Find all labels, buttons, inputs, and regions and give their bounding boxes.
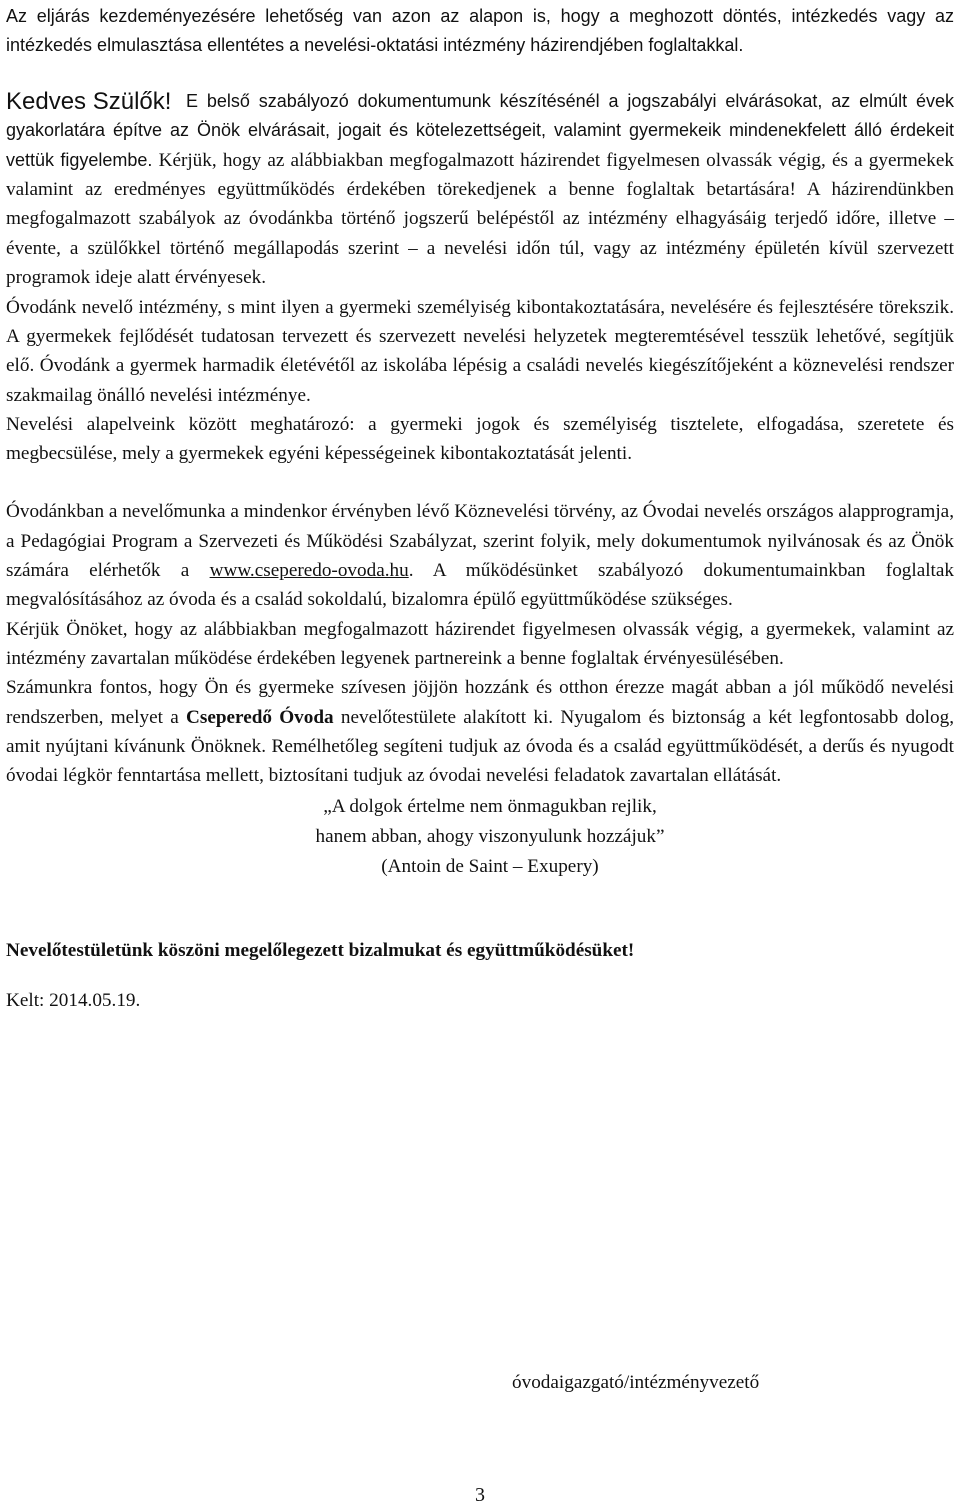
website-link[interactable]: www.cseperedo-ovoda.hu	[209, 560, 409, 582]
paragraph-principles: Nevelési alapelveink között meghatározó: a gyermeki jogok és személyiség tisztelete, elfogadása, szeretete és megbecsülése, mely a gyermekek egyéni képességeinek kibontakoztatását jelenti.	[6, 413, 954, 465]
spacer	[6, 468, 954, 497]
quote-block	[6, 792, 954, 881]
paragraph-welcome-text: Számunkra fontos, hogy Ön és gyermeke szívesen jöjjön hozzánk és otthon érezze magát abban a jól működő nevelési rendszerben, melyet a	[6, 677, 954, 728]
closing-statement: Nevelőtestületünk köszöni megelőlegezett bizalmukat és együttműködésüket!	[6, 940, 635, 962]
paragraph-internal-rules-serif: Kérjük, hogy az alábbiakban megfogalmazott házirendet figyelmesen olvassák végig, és a gyermekek valamint az eredményes együttműködés érdekében törekedjenek a benne foglaltak betartására! A házirendünkben megfogalmazott szabályok az óvodánkba történő jogszerű belépéstől az intézmény elhagyásáig terjedő időre, illetve – évente, a szülőkkel történő megállapodás szerint – a nevelési időn túl, vagy az intézmény épületén kívül szervezett programok ideje alatt érvényesek.	[6, 149, 954, 289]
intro-paragraph: Az eljárás kezdeményezésére lehetőség van azon az alapon is, hogy a meghozott döntés, intézkedés vagy az intézkedés elmulasztása ellentétes a nevelési-oktatási intézmény házirendjében foglaltakkal.	[6, 6, 954, 56]
paragraph-internal-rules-sans: E belső szabályozó dokumentumunk készítésénél a jogszabályi elvárásokat, az elmúlt évek gyakorlatára építve az Önök elvárásait, jogait és kötelezettségeit, valamint gyermekeik mindenekfelett álló érdekeit vettük figyelembe.	[6, 90, 954, 170]
quote-author: (Antoin de Saint – Exupery)	[381, 855, 599, 877]
kindergarten-name: Cseperedő Óvoda	[186, 706, 334, 728]
paragraph-welcome-text-2: nevelőtestülete alakított ki. Nyugalom és biztonság a két legfontosabb dolog, amit nyújtani kívánunk Önöknek. Remélhetőleg segíteni tudjuk az óvoda és a család együttműködését, a derűs és nyugodt óvodai légkör fenntartása mellett, biztosítani tudjuk az óvodai nevelési feladatok zavartalan ellátását.	[6, 706, 954, 787]
greeting-text: Kedves Szülők!	[6, 87, 172, 115]
paragraph-welcome	[6, 673, 954, 790]
paragraph-documents	[6, 497, 954, 614]
paragraph-documents-text-2: . A működésünket szabályozó dokumentumainkban foglaltak megvalósításához az óvoda és a család sokoldalú, bizalomra épülő együttműködése szükséges.	[6, 560, 954, 611]
quote-line-2: hanem abban, ahogy viszonyulunk hozzájuk”	[315, 826, 665, 847]
paragraph-request: Kérjük Önöket, hogy az alábbiakban megfogalmazott házirendet figyelmesen olvassák végig, a gyermekek, valamint az intézmény zavartalan működése érdekében legyenek partnereink a benne foglaltak érvényesülésében.	[6, 618, 954, 669]
document-page	[6, 0, 954, 1016]
paragraph-internal-rules	[6, 87, 954, 293]
document-date: Kelt: 2014.05.19.	[6, 990, 141, 1012]
paragraph-documents-text: Óvodánkban a nevelőmunka a mindenkor érvényben lévő Köznevelési törvény, az Óvodai nevelés országos alapprogramja, a Pedagógiai Program a Szervezeti és Működési Szabályzat, szerint folyik, mely dokumentumok nyilvánosak és az Önök számára elérhetők a	[6, 501, 954, 582]
quote-line-1: „A dolgok értelme nem önmagukban rejlik,	[323, 796, 657, 818]
paragraph-kindergarten-mission: Óvodánk nevelő intézmény, s mint ilyen a gyermeki személyiség kibontakoztatására, nevelésére és fejlesztésére törekszik. A gyermekek fejlődését tudatosan tervezett és szervezett nevelési helyzetek megteremtésével tesszük lehetővé, segítjük elő. Óvodánk a gyermek harmadik életévétől az iskolába lépésig a családi nevelés kiegészítőjeként a köznevelési rendszer szakmailag önálló nevelési intézménye.	[6, 296, 954, 406]
signer-title: óvodaigazgató/intézményvezető	[512, 1372, 760, 1393]
page-number: 3	[475, 1484, 485, 1506]
